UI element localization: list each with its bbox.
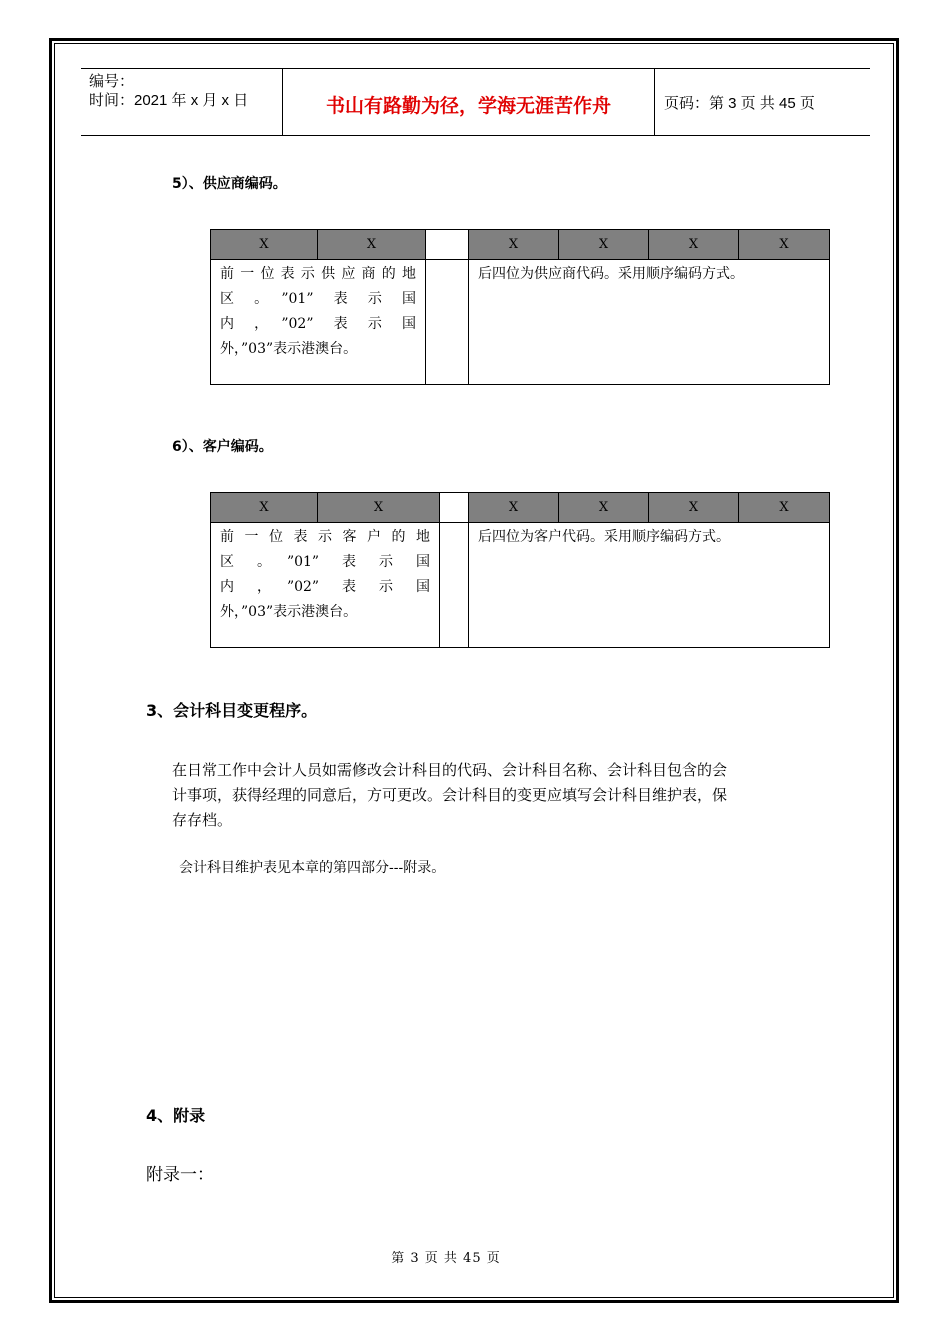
code-gap-cell xyxy=(440,523,469,648)
header-motto: 书山有路勤为径，学海无涯苦作舟 xyxy=(283,69,655,135)
code-digit-cell: X xyxy=(318,493,440,523)
desc-line: 前一位表示客户的地 xyxy=(220,529,430,545)
desc-line: 外，”03”表示港澳台。 xyxy=(220,341,358,357)
section4-title: 4、附录 xyxy=(146,1106,206,1125)
code-digit-cell: X xyxy=(649,230,739,260)
desc-line: 区。”01”表示国 xyxy=(220,554,430,570)
code-digit-cell: X xyxy=(211,230,318,260)
code-digit-cell: X xyxy=(211,493,318,523)
desc-line: 外，”03”表示港澳台。 xyxy=(220,604,358,620)
desc-line: 前一位表示供应商的地 xyxy=(220,266,416,282)
customer-region-description xyxy=(211,523,440,648)
paragraph-line: 计事项，获得经理的同意后，方可更改。会计科目的变更应填写会计科目维护表，保 xyxy=(172,786,728,804)
paragraph-line: 在日常工作中会计人员如需修改会计科目的代码、会计科目名称、会计科目包含的会 xyxy=(172,761,728,779)
supplier-region-description xyxy=(211,260,426,385)
customer-code-description xyxy=(469,523,830,648)
code-digit-cell: X xyxy=(469,230,559,260)
section3-title: 3、会计科目变更程序。 xyxy=(146,701,318,720)
document-header xyxy=(81,68,870,136)
code-digit-cell: X xyxy=(318,230,426,260)
appendix-label: 附录一： xyxy=(146,1165,214,1185)
desc-line: 内，”02”表示国 xyxy=(220,316,416,332)
customer-code-table xyxy=(210,492,830,648)
code-digit-cell: X xyxy=(469,493,559,523)
supplier-code-description xyxy=(469,260,830,385)
section5-title: 5）、供应商编码。 xyxy=(172,176,287,192)
desc-line: 内，”02”表示国 xyxy=(220,579,430,595)
code-digit-cell: X xyxy=(649,493,739,523)
code-digit-cell: X xyxy=(559,493,649,523)
section3-note: 会计科目维护表见本章的第四部分---附录。 xyxy=(179,860,446,876)
code-gap-cell xyxy=(426,230,469,260)
code-gap-cell xyxy=(440,493,469,523)
section6-title: 6）、客户编码。 xyxy=(172,439,273,455)
desc-text: 后四位为客户代码。采用顺序编码方式。 xyxy=(478,529,730,545)
paragraph-line: 存存档。 xyxy=(172,811,233,829)
code-digit-cell: X xyxy=(739,493,830,523)
code-digit-cell: X xyxy=(559,230,649,260)
page-footer: 第 3 页 共 45 页 xyxy=(391,1251,501,1266)
supplier-code-table xyxy=(210,229,830,385)
code-digit-cell: X xyxy=(739,230,830,260)
header-meta xyxy=(81,69,283,135)
desc-text: 后四位为供应商代码。采用顺序编码方式。 xyxy=(478,266,744,282)
section3-paragraph xyxy=(172,758,812,833)
header-page-info: 页码：第 3 页 共 45 页 xyxy=(664,94,815,112)
code-gap-cell xyxy=(426,260,469,385)
header-number-label: 编号： xyxy=(89,73,135,90)
header-time-label: 时间：2021 年 x 月 x 日 xyxy=(89,92,249,109)
desc-line: 区。”01”表示国 xyxy=(220,291,416,307)
